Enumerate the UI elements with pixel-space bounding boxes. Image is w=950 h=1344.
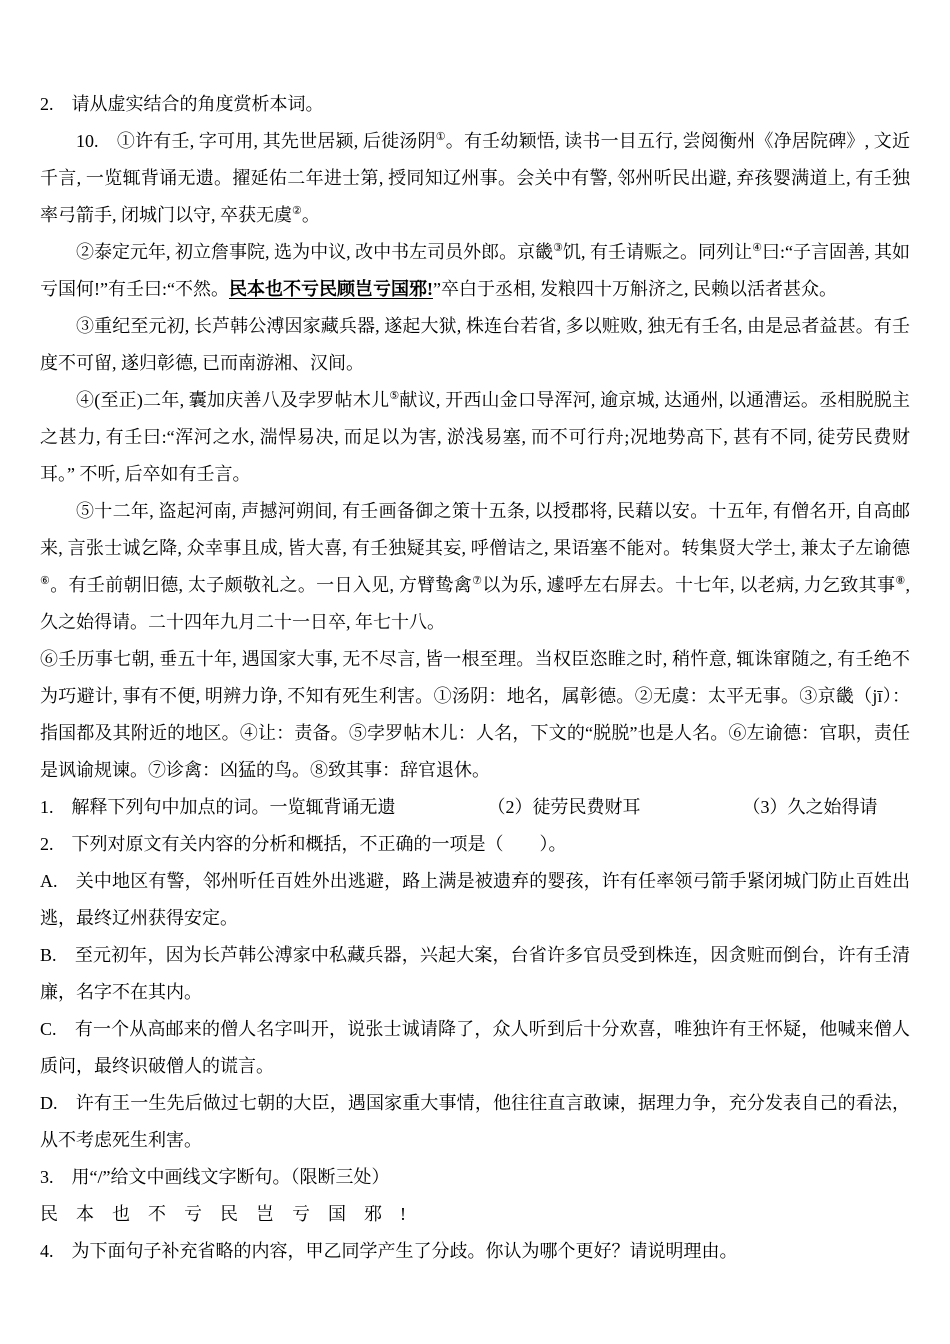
footnote-marker-2: ② (292, 205, 302, 217)
choice-text: A. 关中地区有警，邻州听任百姓外出逃避，路上满是被遗弃的婴孩，许有任率领弓箭手紧闭城门防止百姓出逃，最终辽州获得安定。 (40, 871, 910, 928)
passage-para-2 (40, 234, 910, 308)
passage-text: 。有壬前朝旧德, 太子颇敬礼之。一日入见, 方臂鸷禽 (50, 575, 473, 595)
passage-text: ”卒白于丞相, 发粮四十万斛济之, 民赖以活者甚众。 (432, 279, 837, 299)
passage-text: ③重纪至元初, 长芦韩公溥因家藏兵器, 遂起大狱, 株连台若省, 多以赃败, 独无有壬名, 由是忌者益甚。有壬度不可留, 遂归彰德, 已而南游湘、汉间。 (40, 316, 910, 373)
passage-para-3 (40, 308, 910, 382)
question-text: 4. 为下面句子补充省略的内容，甲乙同学产生了分歧。你认为哪个更好？请说明理由。 (40, 1241, 738, 1261)
choice-text: B. 至元初年，因为长芦韩公溥家中私藏兵器，兴起大案，台省许多官员受到株连，因贪赃而倒台，许有壬清廉，名字不在其内。 (40, 945, 910, 1002)
passage-text: ②泰定元年, 初立詹事院, 选为中议, 改中书左司员外郎。京畿 (76, 242, 554, 262)
passage-text: 。有壬幼颖悟, 读书一目五行, 尝阅衡州《净居院碑》, 文近千言, 一览辄背诵无遗。擢延佑二年进士第, 授同知辽州事。会关中有警, 邻州听民出避, 弃孩婴满道上, 有壬独率弓箭手, 闭城门以守, 卒获无虞 (40, 131, 910, 225)
passage-text: 10. ①许有壬, 字可用, 其先世居颍, 后徙汤阴 (76, 131, 436, 151)
passage-para-6-with-notes (40, 641, 910, 789)
footnote-marker-1: ① (435, 131, 446, 143)
question-text: 2. 下列对原文有关内容的分析和概括，不正确的一项是（ ）。 (40, 834, 567, 854)
footnote-marker-4: ④ (752, 242, 762, 254)
q4-ellipsis-question (40, 1233, 910, 1270)
question-text: 2. 请从虚实结合的角度赏析本词。 (40, 94, 324, 114)
q1-explain-words (40, 789, 910, 826)
passage-and-notes-text: ⑥壬历事七朝, 垂五十年, 遇国家大事, 无不尽言, 皆一根至理。当权臣恣睢之时, 稍忤意, 辄诛窜随之, 有壬绝不为巧避计, 事有不便, 明辨力诤, 不知有死生利害。①汤阴：地名，属彰德。②无虞：太平无事。③京畿（jī）：指国都及其附近的地区。④让：责备。⑤孛罗帖木儿：人名，下文的“脱脱”也是人名。⑥左谕德：官职，责任是讽谕规谏。⑦诊禽：凶猛的鸟。⑧致其事：辞官退休。 (40, 649, 910, 780)
passage-text: 饥, 有壬请赈之。同列让 (563, 242, 753, 262)
footnote-marker-8: ⑧ (895, 575, 906, 587)
choice-d (40, 1085, 910, 1159)
prose-appreciation-question (40, 86, 910, 123)
passage-para-4 (40, 382, 910, 493)
passage-text: 曰:“子言固善, 其如亏国何!”有壬曰:“不然。 (40, 242, 910, 299)
question-text: 3. 用“/”给文中画线文字断句。（限断三处） (40, 1167, 390, 1187)
passage-text: 献议, 开西山金口导浑河, 逾京城, 达通州, 以通漕运。丞相脱脱主之甚力, 有壬曰:“浑河之水, 湍悍易决, 而足以为害, 淤浅易塞, 而不可行舟;况地势高下, 甚有不同, 徒劳民费财耳。” 不听, 后卒如有壬言。 (40, 390, 910, 484)
passage-text: ⑤十二年, 盗起河南, 声撼河朔间, 有壬画备御之策十五条, 以授郡将, 民藉以安。十五年, 有僧名开, 自高邮来, 言张士诚乞降, 众幸事且成, 皆大喜, 有壬独疑其妄, 呼僧诘之, 果语塞不能对。转集贤大学士, 兼太子左谕德 (40, 501, 910, 558)
passage-text: 。 (301, 205, 320, 225)
footnote-marker-6: ⑥ (40, 575, 51, 587)
q1-item-2: （2）徒劳民费财耳 (487, 797, 641, 817)
choice-c (40, 1011, 910, 1085)
passage-text: 以为乐, 遽呼左右屏去。十七年, 以老病, 力乞致其事 (482, 575, 896, 595)
choice-text: C. 有一个从高邮来的僧人名字叫开，说张士诚请降了，众人听到后十分欢喜，唯独许有王怀疑，他喊来僧人质问，最终识破僧人的谎言。 (40, 1019, 910, 1076)
underlined-sentence: 民本也不亏民顾岂亏国邪! (228, 279, 433, 299)
passage-text: ④(至正)二年, 囊加庆善八及孛罗帖木儿 (76, 390, 390, 410)
choice-text: D. 许有王一生先后做过七朝的大臣，遇国家重大事情，他往往直言敢谏，据理力争，充分发表自己的看法，从不考虑死生利害。 (40, 1093, 910, 1150)
footnote-marker-7: ⑦ (472, 575, 483, 587)
footnote-marker-3: ③ (553, 242, 564, 254)
q1-item-3: （3）久之始得请 (742, 797, 878, 817)
passage-para-1 (40, 123, 910, 234)
passage-para-5 (40, 493, 910, 641)
passage-text: , 久之始得请。二十四年九月二十一日卒, 年七十八。 (40, 575, 911, 632)
q3-target-sentence (40, 1196, 910, 1233)
choice-b (40, 937, 910, 1011)
spaced-sentence-text: 民本也不亏民岂亏国邪! (40, 1204, 424, 1224)
q2-multiple-choice-question (40, 826, 910, 863)
q3-punctuation-question (40, 1159, 910, 1196)
footnote-marker-5: ⑤ (389, 390, 400, 402)
q1-item-1: 1. 解释下列句中加点的词。一览辄背诵无遗 (40, 797, 396, 817)
choice-a (40, 863, 910, 937)
